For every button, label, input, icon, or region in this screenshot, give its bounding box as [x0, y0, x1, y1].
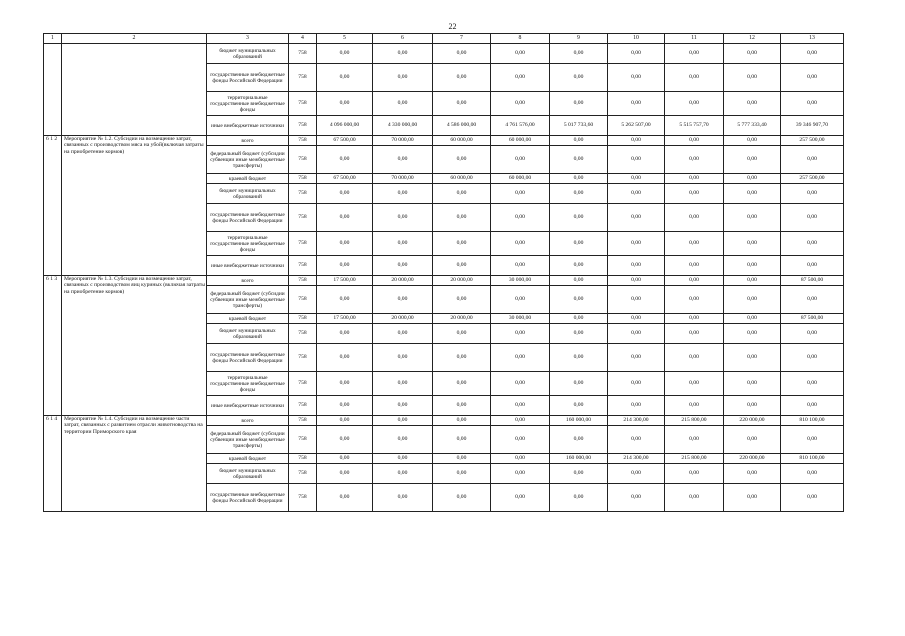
- column-header: 12: [724, 34, 781, 44]
- amount: 0,00: [433, 64, 491, 92]
- amount: 0,00: [724, 276, 781, 286]
- amount: 0,00: [373, 344, 433, 372]
- amount: 67 500,00: [317, 174, 373, 184]
- gov-code: 758: [289, 116, 317, 136]
- amount: 0,00: [781, 64, 844, 92]
- gov-code: 758: [289, 174, 317, 184]
- amount: 0,00: [724, 204, 781, 232]
- amount: 0,00: [317, 372, 373, 396]
- amount: 0,00: [317, 92, 373, 116]
- measure-name: Мероприятие № 1.4. Субсидии на возмещение части затрат, связанных с развитием отрасли животноводства на территории Приморского края: [62, 416, 207, 512]
- amount: 0,00: [433, 204, 491, 232]
- amount: 0,00: [491, 426, 550, 454]
- amount: 60 000,00: [433, 136, 491, 146]
- column-header: 6: [373, 34, 433, 44]
- amount: 0,00: [317, 426, 373, 454]
- amount: 0,00: [665, 146, 724, 174]
- amount: 0,00: [317, 232, 373, 256]
- amount: 0,00: [433, 464, 491, 484]
- gov-code: 758: [289, 372, 317, 396]
- amount: 0,00: [373, 286, 433, 314]
- amount: 0,00: [665, 396, 724, 416]
- amount: 0,00: [550, 426, 608, 454]
- amount: 0,00: [317, 464, 373, 484]
- gov-code: 758: [289, 464, 317, 484]
- amount: 0,00: [373, 184, 433, 204]
- amount: 810 100,00: [781, 416, 844, 426]
- amount: 0,00: [608, 484, 665, 512]
- gov-code: 758: [289, 276, 317, 286]
- amount: 0,00: [724, 92, 781, 116]
- amount: 0,00: [317, 286, 373, 314]
- amount: 810 100,00: [781, 454, 844, 464]
- measure-name: Мероприятие № 1.3. Субсидии на возмещение затрат, связанных с производством яиц куриных (включая затраты на приобретение кормов): [62, 276, 207, 416]
- measure-name: Мероприятие № 1.2. Субсидии на возмещение затрат, связанных с производством мяса на убой(включая затраты на приобретение кормов): [62, 136, 207, 276]
- amount: 0,00: [724, 232, 781, 256]
- amount: 0,00: [550, 184, 608, 204]
- amount: 0,00: [724, 256, 781, 276]
- amount: 0,00: [317, 64, 373, 92]
- amount: 0,00: [491, 464, 550, 484]
- column-header: 4: [289, 34, 317, 44]
- gov-code: 758: [289, 64, 317, 92]
- amount: 0,00: [608, 372, 665, 396]
- amount: 0,00: [608, 276, 665, 286]
- amount: 0,00: [724, 464, 781, 484]
- amount: 0,00: [781, 204, 844, 232]
- amount: 0,00: [491, 372, 550, 396]
- amount: 0,00: [550, 396, 608, 416]
- amount: 0,00: [317, 396, 373, 416]
- amount: 30 000,00: [491, 314, 550, 324]
- amount: 220 000,00: [724, 454, 781, 464]
- amount: 0,00: [724, 396, 781, 416]
- amount: 0,00: [550, 92, 608, 116]
- amount: 0,00: [491, 204, 550, 232]
- funding-source: иные внебюджетные источники: [207, 256, 289, 276]
- funding-source: государственные внебюджетные фонды Российской Федерации: [207, 484, 289, 512]
- amount: 60 000,00: [433, 174, 491, 184]
- amount: 0,00: [373, 416, 433, 426]
- amount: 0,00: [665, 276, 724, 286]
- gov-code: 758: [289, 324, 317, 344]
- funding-source: территориальные государственные внебюджетные фонды: [207, 92, 289, 116]
- amount: 0,00: [724, 184, 781, 204]
- amount: 0,00: [665, 286, 724, 314]
- amount: 4 096 000,00: [317, 116, 373, 136]
- amount: 0,00: [724, 146, 781, 174]
- amount: 0,00: [433, 146, 491, 174]
- amount: 0,00: [608, 464, 665, 484]
- table-row: [44, 44, 844, 64]
- table-row: [44, 416, 844, 426]
- amount: 0,00: [491, 64, 550, 92]
- gov-code: 758: [289, 286, 317, 314]
- amount: 0,00: [433, 44, 491, 64]
- gov-code: 758: [289, 484, 317, 512]
- column-header: 2: [62, 34, 207, 44]
- amount: 0,00: [373, 92, 433, 116]
- amount: 17 500,00: [317, 276, 373, 286]
- funding-source: иные внебюджетные источники: [207, 396, 289, 416]
- amount: 5 017 733,60: [550, 116, 608, 136]
- amount: 0,00: [665, 174, 724, 184]
- amount: 0,00: [665, 232, 724, 256]
- amount: 0,00: [491, 324, 550, 344]
- funding-source: государственные внебюджетные фонды Российской Федерации: [207, 64, 289, 92]
- amount: 0,00: [373, 454, 433, 464]
- gov-code: 758: [289, 184, 317, 204]
- amount: 0,00: [608, 396, 665, 416]
- amount: 0,00: [608, 174, 665, 184]
- amount: 0,00: [665, 484, 724, 512]
- amount: 17 500,00: [317, 314, 373, 324]
- funding-source: бюджет муниципальных образований: [207, 184, 289, 204]
- amount: 0,00: [373, 232, 433, 256]
- funding-source: иные внебюджетные источники: [207, 116, 289, 136]
- amount: 0,00: [550, 324, 608, 344]
- amount: 0,00: [373, 324, 433, 344]
- amount: 0,00: [781, 426, 844, 454]
- amount: 0,00: [373, 372, 433, 396]
- funding-source: краевой бюджет: [207, 174, 289, 184]
- table-row: [44, 136, 844, 146]
- amount: 0,00: [433, 256, 491, 276]
- amount: 0,00: [491, 484, 550, 512]
- amount: 220 000,00: [724, 416, 781, 426]
- amount: 0,00: [317, 324, 373, 344]
- amount: 0,00: [781, 324, 844, 344]
- funding-source: бюджет муниципальных образований: [207, 44, 289, 64]
- gov-code: 758: [289, 256, 317, 276]
- amount: 0,00: [724, 44, 781, 64]
- amount: 0,00: [781, 146, 844, 174]
- amount: 0,00: [724, 136, 781, 146]
- amount: 0,00: [433, 92, 491, 116]
- amount: 0,00: [608, 64, 665, 92]
- amount: 20 000,00: [433, 276, 491, 286]
- amount: 0,00: [608, 136, 665, 146]
- amount: 0,00: [317, 344, 373, 372]
- amount: 0,00: [317, 146, 373, 174]
- measure-name: [62, 44, 207, 136]
- gov-code: 758: [289, 92, 317, 116]
- amount: 0,00: [724, 324, 781, 344]
- amount: 0,00: [317, 416, 373, 426]
- amount: 0,00: [724, 174, 781, 184]
- amount: 0,00: [373, 256, 433, 276]
- amount: 0,00: [373, 426, 433, 454]
- amount: 60 000,00: [491, 174, 550, 184]
- amount: 0,00: [724, 372, 781, 396]
- amount: 0,00: [550, 136, 608, 146]
- amount: 0,00: [550, 484, 608, 512]
- amount: 0,00: [608, 44, 665, 64]
- gov-code: 758: [289, 232, 317, 256]
- amount: 5 777 333,40: [724, 116, 781, 136]
- funding-source: федеральный бюджет (субсидии субвенции иные межбюджетные трансферты): [207, 146, 289, 174]
- amount: 0,00: [550, 146, 608, 174]
- funding-source: федеральный бюджет (субсидии субвенции иные межбюджетные трансферты): [207, 426, 289, 454]
- column-header: 5: [317, 34, 373, 44]
- funding-source: краевой бюджет: [207, 314, 289, 324]
- measure-code: 6 1 2: [44, 136, 62, 276]
- amount: 5 515 757,70: [665, 116, 724, 136]
- amount: 0,00: [665, 136, 724, 146]
- funding-source: федеральный бюджет (субсидии субвенции иные межбюджетные трансферты): [207, 286, 289, 314]
- amount: 0,00: [373, 64, 433, 92]
- amount: 0,00: [491, 454, 550, 464]
- amount: 0,00: [781, 396, 844, 416]
- amount: 160 000,00: [550, 454, 608, 464]
- amount: 257 500,00: [781, 174, 844, 184]
- amount: 0,00: [550, 344, 608, 372]
- amount: 0,00: [433, 344, 491, 372]
- amount: 0,00: [433, 324, 491, 344]
- amount: 257 500,00: [781, 136, 844, 146]
- amount: 0,00: [608, 92, 665, 116]
- column-header: 11: [665, 34, 724, 44]
- amount: 0,00: [491, 232, 550, 256]
- amount: 4 761 576,00: [491, 116, 550, 136]
- amount: 0,00: [550, 276, 608, 286]
- table-row: [44, 276, 844, 286]
- amount: 87 500,00: [781, 276, 844, 286]
- amount: 0,00: [433, 184, 491, 204]
- funding-source: бюджет муниципальных образований: [207, 324, 289, 344]
- amount: 0,00: [550, 256, 608, 276]
- amount: 0,00: [433, 484, 491, 512]
- amount: 0,00: [665, 372, 724, 396]
- amount: 0,00: [781, 286, 844, 314]
- amount: 0,00: [373, 464, 433, 484]
- amount: 0,00: [724, 286, 781, 314]
- gov-code: 758: [289, 396, 317, 416]
- amount: 0,00: [608, 146, 665, 174]
- amount: 0,00: [373, 484, 433, 512]
- amount: 0,00: [491, 92, 550, 116]
- amount: 0,00: [433, 426, 491, 454]
- amount: 0,00: [665, 256, 724, 276]
- column-header: 3: [207, 34, 289, 44]
- amount: 0,00: [724, 426, 781, 454]
- amount: 0,00: [317, 454, 373, 464]
- amount: 0,00: [317, 184, 373, 204]
- amount: 0,00: [373, 204, 433, 232]
- page-number: 22: [448, 22, 457, 31]
- amount: 67 500,00: [317, 136, 373, 146]
- amount: 0,00: [781, 184, 844, 204]
- amount: 0,00: [608, 324, 665, 344]
- amount: 20 000,00: [373, 314, 433, 324]
- measure-code: 6 1 4: [44, 416, 62, 512]
- amount: 70 000,00: [373, 136, 433, 146]
- amount: 20 000,00: [373, 276, 433, 286]
- amount: 0,00: [317, 256, 373, 276]
- amount: 0,00: [433, 372, 491, 396]
- amount: 0,00: [608, 204, 665, 232]
- column-header: 7: [433, 34, 491, 44]
- gov-code: 758: [289, 454, 317, 464]
- amount: 0,00: [491, 286, 550, 314]
- funding-source: краевой бюджет: [207, 454, 289, 464]
- amount: 0,00: [373, 396, 433, 416]
- measure-code: [44, 44, 62, 136]
- gov-code: 758: [289, 344, 317, 372]
- amount: 0,00: [665, 204, 724, 232]
- amount: 0,00: [665, 184, 724, 204]
- amount: 0,00: [781, 372, 844, 396]
- amount: 0,00: [550, 286, 608, 314]
- amount: 0,00: [317, 484, 373, 512]
- amount: 0,00: [665, 324, 724, 344]
- amount: 70 000,00: [373, 174, 433, 184]
- amount: 0,00: [724, 314, 781, 324]
- column-header: 9: [550, 34, 608, 44]
- amount: 0,00: [491, 416, 550, 426]
- budget-table: [43, 33, 844, 512]
- amount: 0,00: [608, 256, 665, 276]
- amount: 0,00: [433, 454, 491, 464]
- amount: 0,00: [665, 344, 724, 372]
- gov-code: 758: [289, 416, 317, 426]
- amount: 0,00: [373, 146, 433, 174]
- amount: 0,00: [550, 64, 608, 92]
- amount: 0,00: [608, 314, 665, 324]
- funding-source: всего: [207, 276, 289, 286]
- column-header: 8: [491, 34, 550, 44]
- amount: 0,00: [550, 314, 608, 324]
- amount: 39 346 907,70: [781, 116, 844, 136]
- amount: 214 300,00: [608, 416, 665, 426]
- amount: 0,00: [550, 464, 608, 484]
- funding-source: бюджет муниципальных образований: [207, 464, 289, 484]
- amount: 0,00: [491, 396, 550, 416]
- amount: 0,00: [724, 344, 781, 372]
- amount: 0,00: [781, 44, 844, 64]
- amount: 60 000,00: [491, 136, 550, 146]
- amount: 0,00: [608, 184, 665, 204]
- amount: 0,00: [433, 416, 491, 426]
- gov-code: 758: [289, 426, 317, 454]
- amount: 20 000,00: [433, 314, 491, 324]
- column-header: 13: [781, 34, 844, 44]
- funding-source: государственные внебюджетные фонды Российской Федерации: [207, 204, 289, 232]
- amount: 0,00: [491, 344, 550, 372]
- amount: 0,00: [491, 256, 550, 276]
- gov-code: 758: [289, 146, 317, 174]
- amount: 0,00: [373, 44, 433, 64]
- gov-code: 758: [289, 314, 317, 324]
- amount: 215 800,00: [665, 416, 724, 426]
- amount: 0,00: [317, 204, 373, 232]
- amount: 0,00: [433, 232, 491, 256]
- amount: 0,00: [781, 344, 844, 372]
- amount: 0,00: [781, 256, 844, 276]
- amount: 0,00: [550, 204, 608, 232]
- amount: 0,00: [317, 44, 373, 64]
- amount: 0,00: [608, 426, 665, 454]
- funding-source: государственные внебюджетные фонды Российской Федерации: [207, 344, 289, 372]
- amount: 0,00: [724, 64, 781, 92]
- column-header-row: [44, 34, 844, 44]
- amount: 4 586 000,00: [433, 116, 491, 136]
- gov-code: 758: [289, 44, 317, 64]
- column-header: 10: [608, 34, 665, 44]
- amount: 214 300,00: [608, 454, 665, 464]
- amount: 30 000,00: [491, 276, 550, 286]
- amount: 0,00: [665, 464, 724, 484]
- funding-source: территориальные государственные внебюджетные фонды: [207, 372, 289, 396]
- amount: 0,00: [608, 344, 665, 372]
- amount: 0,00: [781, 232, 844, 256]
- funding-source: всего: [207, 416, 289, 426]
- amount: 0,00: [433, 286, 491, 314]
- table-body: [44, 34, 844, 512]
- amount: 0,00: [491, 184, 550, 204]
- amount: 0,00: [724, 484, 781, 512]
- amount: 0,00: [781, 464, 844, 484]
- amount: 0,00: [608, 232, 665, 256]
- amount: 5 262 507,00: [608, 116, 665, 136]
- funding-source: всего: [207, 136, 289, 146]
- amount: 0,00: [665, 314, 724, 324]
- funding-source: территориальные государственные внебюджетные фонды: [207, 232, 289, 256]
- amount: 0,00: [781, 484, 844, 512]
- amount: 0,00: [491, 146, 550, 174]
- amount: 0,00: [665, 426, 724, 454]
- amount: 0,00: [550, 44, 608, 64]
- amount: 0,00: [491, 44, 550, 64]
- column-header: 1: [44, 34, 62, 44]
- amount: 0,00: [665, 92, 724, 116]
- amount: 0,00: [781, 92, 844, 116]
- amount: 0,00: [608, 286, 665, 314]
- measure-code: 6 1 3: [44, 276, 62, 416]
- gov-code: 758: [289, 204, 317, 232]
- amount: 160 000,00: [550, 416, 608, 426]
- gov-code: 758: [289, 136, 317, 146]
- amount: 215 800,00: [665, 454, 724, 464]
- amount: 0,00: [550, 174, 608, 184]
- amount: 0,00: [665, 44, 724, 64]
- amount: 87 500,00: [781, 314, 844, 324]
- amount: 0,00: [550, 372, 608, 396]
- amount: 4 330 000,00: [373, 116, 433, 136]
- amount: 0,00: [665, 64, 724, 92]
- amount: 0,00: [433, 396, 491, 416]
- amount: 0,00: [550, 232, 608, 256]
